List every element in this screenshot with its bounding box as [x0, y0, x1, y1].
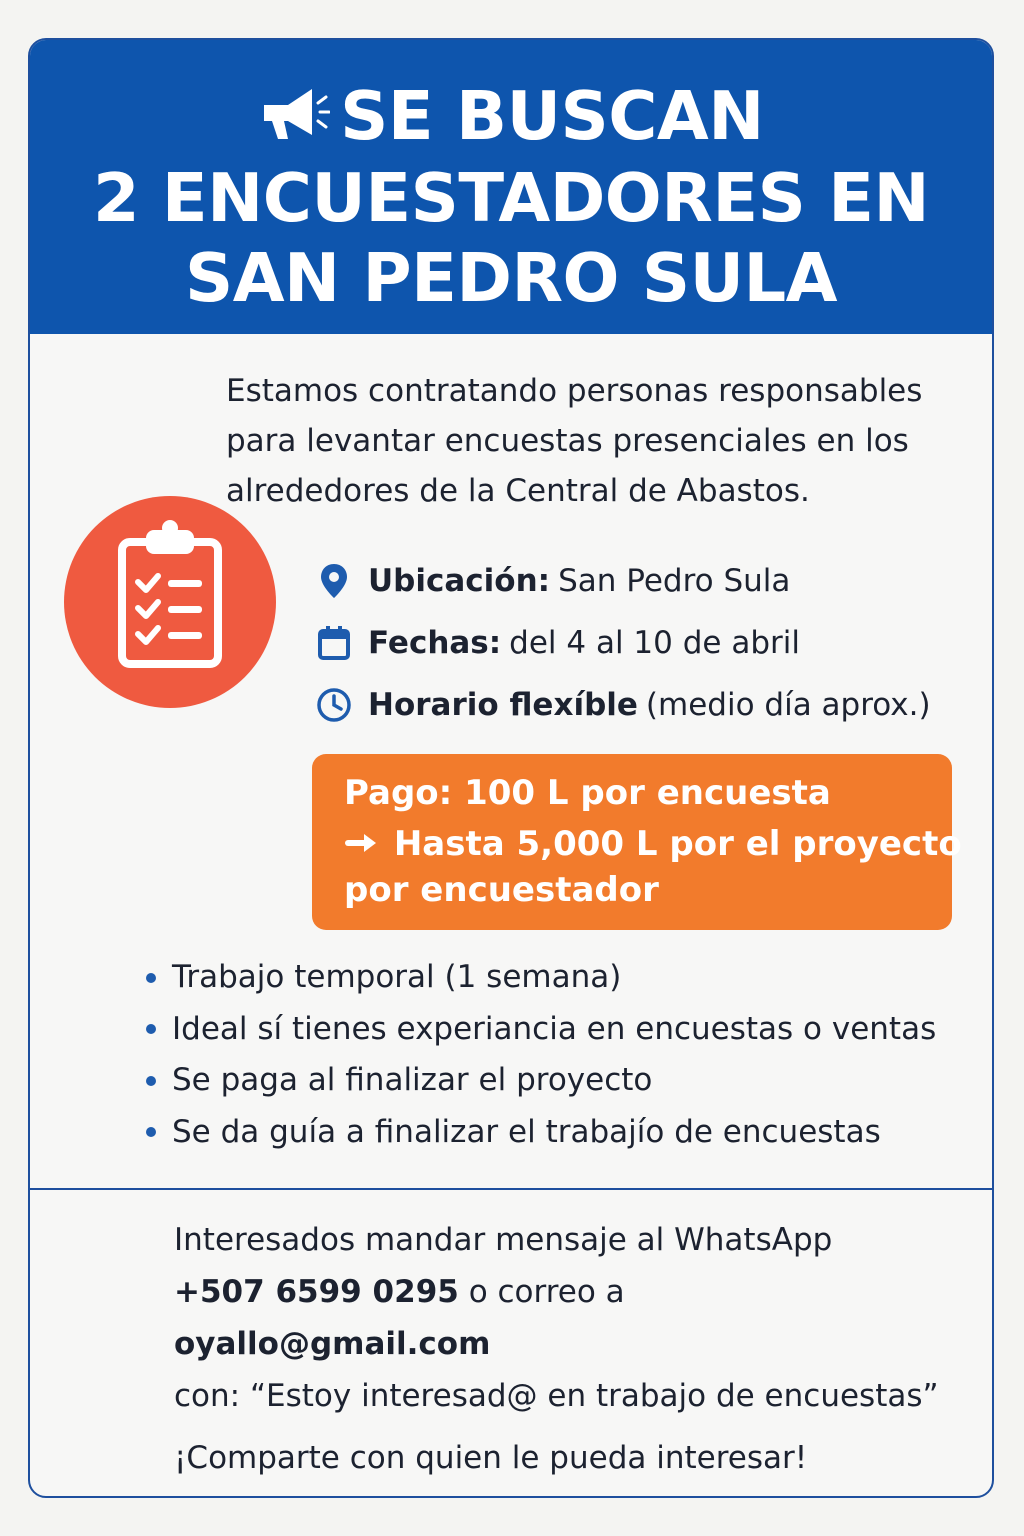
list-item: Se paga al finalizar el proyecto [146, 1055, 976, 1107]
list-item: Se da guía a finalizar el trabajío de encuestas [146, 1107, 976, 1159]
calendar-icon [314, 623, 354, 663]
location-row [314, 550, 964, 612]
phone-suffix: o correo a [468, 1274, 625, 1310]
intro-line: para levantar encuestas presenciales en los [226, 423, 909, 459]
location-pin-icon [314, 561, 354, 601]
job-poster [28, 38, 994, 1498]
benefits-list [146, 952, 976, 1158]
intro-line: Estamos contratando personas responsables [226, 373, 923, 409]
poster-header [30, 40, 992, 334]
location-value: San Pedro Sula [558, 563, 791, 599]
schedule-label: Horario flexíble [368, 687, 638, 723]
arrow-right-icon [344, 824, 394, 864]
share-call-to-action: ¡Comparte con quien le pueda interesar! [174, 1440, 808, 1476]
megaphone-icon [258, 82, 330, 162]
contact-intro: Interesados mandar mensaje al WhatsApp [174, 1222, 833, 1258]
dates-label: Fechas: [368, 625, 502, 661]
clock-icon [314, 685, 354, 725]
schedule-value: (medio día aprox.) [645, 687, 931, 723]
dates-row [314, 612, 964, 674]
intro-text [226, 366, 966, 516]
schedule-row [314, 674, 964, 736]
payment-max: Hasta 5,000 L por el proyecto [393, 824, 962, 864]
section-divider [30, 1188, 992, 1190]
location-label: Ubicación: [368, 563, 551, 599]
header-title-line3: SAN PEDRO SULA [184, 239, 838, 317]
contact-section [174, 1214, 974, 1484]
contact-email[interactable]: oyallo@gmail.com [174, 1326, 491, 1362]
payment-max-suffix: por encuestador [344, 870, 659, 910]
bullet-dot [146, 1127, 156, 1137]
job-details [314, 550, 964, 736]
payment-rate: Pago: 100 L por encuesta [344, 773, 831, 813]
list-item: Trabajo temporal (1 semana) [146, 952, 976, 1004]
clipboard-badge [64, 496, 276, 708]
header-title-line1: SE BUSCAN [340, 77, 764, 155]
contact-message: con: “Estoy interesad@ en trabajo de encuestas” [174, 1378, 939, 1414]
dates-value: del 4 al 10 de abril [509, 625, 800, 661]
header-title-line2: 2 ENCUESTADORES EN [92, 159, 930, 237]
clipboard-icon [64, 496, 276, 708]
list-item: Ideal sí tienes experiancia en encuestas o ventas [146, 1004, 976, 1056]
payment-box [312, 754, 962, 930]
bullet-dot [146, 973, 156, 983]
bullet-dot [146, 1024, 156, 1034]
intro-line: alrededores de la Central de Abastos. [226, 473, 810, 509]
whatsapp-number[interactable]: +507 6599 0295 [174, 1274, 459, 1310]
bullet-dot [146, 1076, 156, 1086]
